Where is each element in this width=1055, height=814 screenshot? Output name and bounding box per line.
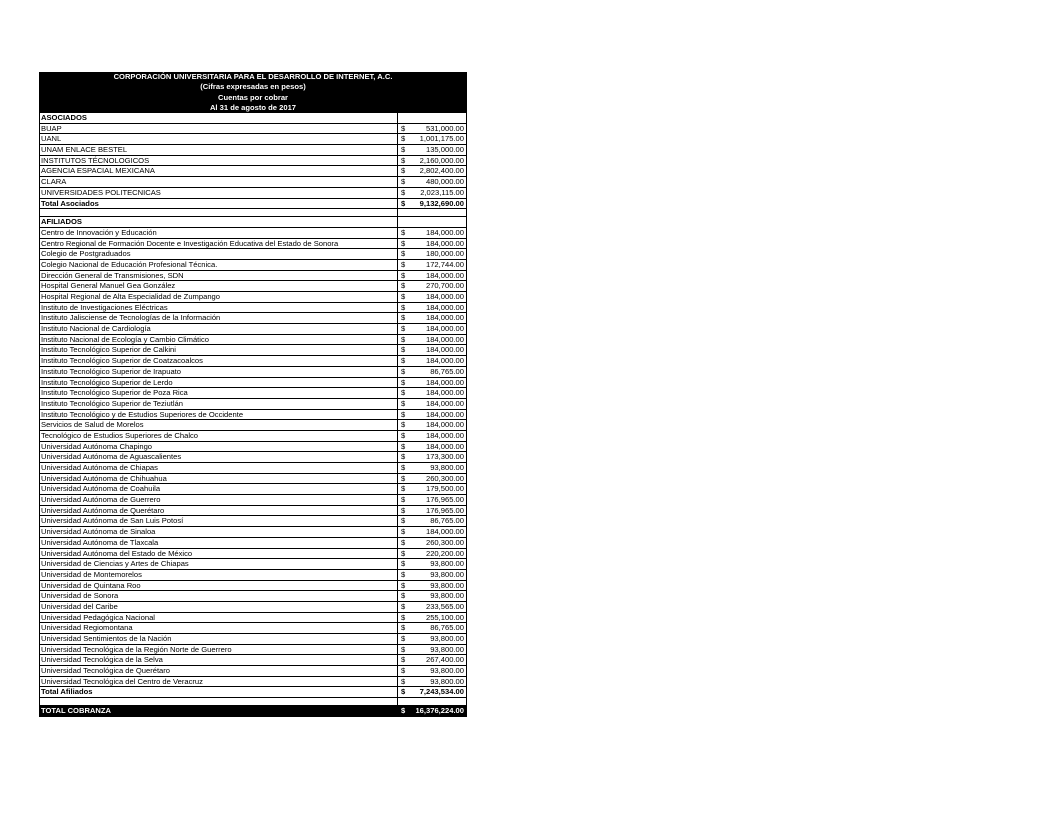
- table-row: [39, 249, 467, 260]
- spacer-row: [39, 698, 467, 706]
- table-row: [39, 442, 467, 453]
- currency-symbol: $: [401, 166, 406, 176]
- amount: 184,000.00: [425, 345, 464, 355]
- table-row: [39, 356, 467, 367]
- amount: 184,000.00: [425, 292, 464, 301]
- table-row: [39, 506, 467, 517]
- table-row: [39, 591, 467, 602]
- entity-name: CLARA: [39, 177, 398, 188]
- table-row: [39, 313, 467, 324]
- total-label: Total Afiliados: [39, 687, 398, 698]
- currency-symbol: $: [401, 145, 406, 155]
- currency-symbol: $: [401, 644, 406, 654]
- currency-symbol: $: [401, 655, 406, 665]
- table-row: [39, 645, 467, 656]
- currency-symbol: $: [401, 177, 406, 187]
- entity-name: Colegio de Postgraduados: [39, 249, 398, 260]
- currency-symbol: $: [401, 548, 406, 558]
- table-row: [39, 156, 467, 167]
- table-row: [39, 239, 467, 250]
- entity-name: Instituto Tecnológico Superior de Lerdo: [39, 378, 398, 389]
- amount: 260,300.00: [425, 537, 464, 547]
- amount: 176,965.00: [425, 505, 464, 515]
- currency-symbol: $: [401, 366, 406, 376]
- amount: 233,565.00: [425, 601, 464, 611]
- currency-symbol: $: [401, 345, 406, 355]
- table-row: [39, 484, 467, 495]
- table-row: [39, 410, 467, 421]
- table-row: [39, 431, 467, 442]
- entity-name: Universidad de Quintana Roo: [39, 581, 398, 592]
- table-row: [39, 177, 467, 188]
- currency-symbol: $: [401, 495, 406, 505]
- amount: 93,800.00: [430, 591, 464, 601]
- currency-symbol: $: [401, 123, 406, 133]
- currency-symbol: $: [401, 281, 406, 291]
- table-row: [39, 474, 467, 485]
- entity-name: Universidad Tecnológica de la Selva: [39, 655, 398, 666]
- entity-name: Universidad Tecnológica de la Región Norte de Guerrero: [39, 645, 398, 656]
- amount: 93,800.00: [430, 644, 464, 654]
- entity-name: Universidad Tecnológica del Centro de Veracruz: [39, 677, 398, 688]
- currency-symbol: $: [401, 420, 406, 430]
- section-label: AFILIADOS: [39, 217, 398, 228]
- currency-symbol: $: [401, 452, 406, 462]
- currency-symbol: $: [401, 227, 406, 237]
- currency-symbol: $: [401, 612, 406, 622]
- amount: 86,765.00: [430, 516, 464, 526]
- amount: 93,800.00: [430, 559, 464, 569]
- grand-total-amount: 16,376,224.00: [415, 706, 464, 716]
- table-row: [39, 345, 467, 356]
- amount: 184,000.00: [425, 527, 464, 537]
- currency-symbol: $: [401, 249, 406, 259]
- currency-symbol: $: [401, 259, 406, 269]
- grand-total-label: TOTAL COBRANZA: [39, 706, 398, 717]
- entity-name: UANL: [39, 134, 398, 145]
- entity-name: Universidad Autónoma de Aguascalientes: [39, 452, 398, 463]
- entity-name: Hospital Regional de Alta Especialidad de Zumpango: [39, 292, 398, 303]
- entity-name: BUAP: [39, 124, 398, 135]
- currency-symbol: $: [401, 430, 406, 440]
- amount: 93,800.00: [430, 676, 464, 686]
- table-row: [39, 166, 467, 177]
- entity-name: Universidad del Caribe: [39, 602, 398, 613]
- currency-symbol: $: [401, 676, 406, 686]
- report-subtitle-type: Cuentas por cobrar: [39, 93, 467, 103]
- table-row: [39, 559, 467, 570]
- table-row: [39, 463, 467, 474]
- amount: 184,000.00: [425, 227, 464, 237]
- table-row: [39, 677, 467, 688]
- entity-name: Instituto Nacional de Cardiología: [39, 324, 398, 335]
- amount: 184,000.00: [425, 302, 464, 312]
- currency-symbol: $: [401, 527, 406, 537]
- currency-symbol: $: [401, 687, 406, 697]
- amount: 260,300.00: [425, 473, 464, 483]
- currency-symbol: $: [401, 398, 406, 408]
- entity-name: Instituto Tecnológico y de Estudios Superiores de Occidente: [39, 410, 398, 421]
- accounts-receivable-sheet: [39, 72, 467, 717]
- total-amount: 7,243,534.00: [419, 687, 464, 697]
- amount: 184,000.00: [425, 334, 464, 344]
- amount: 172,744.00: [425, 259, 464, 269]
- entity-name: INSTITUTOS TÉCNOLOGICOS: [39, 156, 398, 167]
- amount: 2,023,115.00: [420, 187, 464, 197]
- amount: 184,000.00: [425, 441, 464, 451]
- amount: 93,800.00: [430, 463, 464, 472]
- entity-name: Servicios de Salud de Morelos: [39, 420, 398, 431]
- table-row: [39, 335, 467, 346]
- amount: 135,000.00: [425, 145, 464, 155]
- amount: 93,800.00: [430, 634, 464, 643]
- amount: 2,802,400.00: [419, 166, 464, 176]
- table-row: [39, 655, 467, 666]
- table-row: [39, 228, 467, 239]
- section-asociados: [39, 113, 467, 124]
- afiliados-list: [39, 228, 467, 688]
- currency-symbol: $: [401, 377, 406, 387]
- table-row: [39, 271, 467, 282]
- table-row: [39, 145, 467, 156]
- currency-symbol: $: [401, 409, 406, 419]
- currency-symbol: $: [401, 270, 406, 280]
- currency-symbol: $: [401, 516, 406, 526]
- currency-symbol: $: [401, 356, 406, 366]
- entity-name: Universidad Autónoma del Estado de México: [39, 549, 398, 560]
- amount: 255,100.00: [425, 612, 464, 622]
- table-row: [39, 388, 467, 399]
- entity-name: Instituto Nacional de Ecología y Cambio Climático: [39, 335, 398, 346]
- table-row: [39, 623, 467, 634]
- currency-symbol: $: [401, 441, 406, 451]
- amount: 184,000.00: [425, 377, 464, 387]
- table-row: [39, 188, 467, 199]
- currency-symbol: $: [401, 623, 406, 633]
- table-row: [39, 452, 467, 463]
- currency-symbol: $: [401, 706, 406, 716]
- entity-name: Universidad Sentimientos de la Nación: [39, 634, 398, 645]
- table-row: [39, 602, 467, 613]
- entity-name: Universidad de Sonora: [39, 591, 398, 602]
- entity-name: Universidad Pedagógica Nacional: [39, 613, 398, 624]
- entity-name: Instituto Tecnológico Superior de Irapuato: [39, 367, 398, 378]
- table-row: [39, 324, 467, 335]
- table-row: [39, 420, 467, 431]
- currency-symbol: $: [401, 473, 406, 483]
- entity-name: Universidad Regiomontana: [39, 623, 398, 634]
- currency-symbol: $: [401, 601, 406, 611]
- currency-symbol: $: [401, 334, 406, 344]
- report-title: CORPORACIÓN UNIVERSITARIA PARA EL DESARROLLO DE INTERNET, A.C.: [39, 72, 467, 82]
- section-label: ASOCIADOS: [39, 113, 398, 124]
- total-amount: 9,132,690.00: [419, 198, 464, 208]
- total-afiliados-row: [39, 687, 467, 698]
- entity-name: Universidad Autónoma de Tlaxcala: [39, 538, 398, 549]
- grand-total-row: [39, 706, 467, 717]
- entity-name: UNAM ENLACE BESTEL: [39, 145, 398, 156]
- table-row: [39, 367, 467, 378]
- asociados-list: [39, 124, 467, 199]
- amount: 184,000.00: [425, 270, 464, 280]
- entity-name: Centro Regional de Formación Docente e Investigación Educativa del Estado de Sonora: [39, 239, 398, 250]
- currency-symbol: $: [401, 313, 406, 323]
- amount: 93,800.00: [430, 569, 464, 579]
- amount: 86,765.00: [430, 366, 464, 376]
- table-row: [39, 495, 467, 506]
- entity-name: UNIVERSIDADES POLITECNICAS: [39, 188, 398, 199]
- entity-name: Instituto Tecnológico Superior de Coatzacoalcos: [39, 356, 398, 367]
- currency-symbol: $: [401, 505, 406, 515]
- entity-name: AGENCIA ESPACIAL MEXICANA: [39, 166, 398, 177]
- table-row: [39, 613, 467, 624]
- entity-name: Universidad Autónoma de Querétaro: [39, 506, 398, 517]
- total-label: Total Asociados: [39, 199, 398, 210]
- entity-name: Instituto Tecnológico Superior de Poza Rica: [39, 388, 398, 399]
- amount: 270,700.00: [425, 281, 464, 291]
- report-date: Al 31 de agosto de 2017: [39, 103, 467, 113]
- currency-symbol: $: [401, 634, 406, 643]
- amount: 184,000.00: [425, 409, 464, 419]
- currency-symbol: $: [401, 324, 406, 334]
- table-row: [39, 527, 467, 538]
- table-row: [39, 303, 467, 314]
- table-row: [39, 281, 467, 292]
- total-asociados-row: [39, 199, 467, 210]
- entity-name: Universidad Autónoma de Chiapas: [39, 463, 398, 474]
- entity-name: Colegio Nacional de Educación Profesional Técnica.: [39, 260, 398, 271]
- amount: 184,000.00: [425, 398, 464, 408]
- table-row: [39, 581, 467, 592]
- entity-name: Universidad Tecnológica de Querétaro: [39, 666, 398, 677]
- currency-symbol: $: [401, 463, 406, 472]
- amount: 184,000.00: [425, 430, 464, 440]
- entity-name: Instituto de Investigaciones Eléctricas: [39, 303, 398, 314]
- amount: 184,000.00: [425, 324, 464, 334]
- amount: 184,000.00: [425, 388, 464, 398]
- table-row: [39, 666, 467, 677]
- entity-name: Universidad Autónoma de Sinaloa: [39, 527, 398, 538]
- currency-symbol: $: [401, 187, 406, 197]
- section-afiliados: [39, 217, 467, 228]
- amount: 179,500.00: [425, 484, 464, 494]
- amount: 1,001,175.00: [419, 134, 464, 144]
- currency-symbol: $: [401, 591, 406, 601]
- amount: 173,300.00: [425, 452, 464, 462]
- table-row: [39, 538, 467, 549]
- currency-symbol: $: [401, 198, 406, 208]
- entity-name: Universidad Autónoma Chapingo: [39, 442, 398, 453]
- report-subtitle-currency: (Cifras expresadas en pesos): [39, 82, 467, 92]
- currency-symbol: $: [401, 292, 406, 301]
- entity-name: Centro de Innovación y Educación: [39, 228, 398, 239]
- amount: 86,765.00: [430, 623, 464, 633]
- amount: 184,000.00: [425, 238, 464, 248]
- amount: 267,400.00: [425, 655, 464, 665]
- entity-name: Hospital General Manuel Gea González: [39, 281, 398, 292]
- entity-name: Tecnológico de Estudios Superiores de Chalco: [39, 431, 398, 442]
- entity-name: Universidad de Montemorelos: [39, 570, 398, 581]
- amount: 93,800.00: [430, 666, 464, 676]
- amount: 184,000.00: [425, 313, 464, 323]
- currency-symbol: $: [401, 155, 406, 165]
- currency-symbol: $: [401, 134, 406, 144]
- currency-symbol: $: [401, 580, 406, 590]
- entity-name: Universidad de Ciencias y Artes de Chiapas: [39, 559, 398, 570]
- table-row: [39, 570, 467, 581]
- amount: 480,000.00: [425, 177, 464, 187]
- amount: 220,200.00: [425, 548, 464, 558]
- amount: 93,800.00: [430, 580, 464, 590]
- currency-symbol: $: [401, 238, 406, 248]
- table-row: [39, 634, 467, 645]
- entity-name: Dirección General de Transmisiones, SDN: [39, 271, 398, 282]
- entity-name: Instituto Tecnológico Superior de Teziutlán: [39, 399, 398, 410]
- table-row: [39, 260, 467, 271]
- amount: 176,965.00: [425, 495, 464, 505]
- entity-name: Instituto Jalisciense de Tecnologías de la Información: [39, 313, 398, 324]
- table-row: [39, 516, 467, 527]
- entity-name: Instituto Tecnológico Superior de Calkini: [39, 345, 398, 356]
- table-row: [39, 399, 467, 410]
- amount: 180,000.00: [425, 249, 464, 259]
- entity-name: Universidad Autónoma de Chihuahua: [39, 474, 398, 485]
- amount: 531,000.00: [425, 123, 464, 133]
- currency-symbol: $: [401, 569, 406, 579]
- table-row: [39, 292, 467, 303]
- amount: 2,160,000.00: [419, 155, 464, 165]
- currency-symbol: $: [401, 559, 406, 569]
- currency-symbol: $: [401, 302, 406, 312]
- table-row: [39, 124, 467, 135]
- table-row: [39, 134, 467, 145]
- amount: 184,000.00: [425, 420, 464, 430]
- amount: 184,000.00: [425, 356, 464, 366]
- table-row: [39, 549, 467, 560]
- entity-name: Universidad Autónoma de Coahuila: [39, 484, 398, 495]
- currency-symbol: $: [401, 537, 406, 547]
- currency-symbol: $: [401, 484, 406, 494]
- currency-symbol: $: [401, 388, 406, 398]
- spacer-row: [39, 209, 467, 217]
- entity-name: Universidad Autónoma de Guerrero: [39, 495, 398, 506]
- currency-symbol: $: [401, 666, 406, 676]
- entity-name: Universidad Autónoma de San Luis Potosí: [39, 516, 398, 527]
- table-row: [39, 378, 467, 389]
